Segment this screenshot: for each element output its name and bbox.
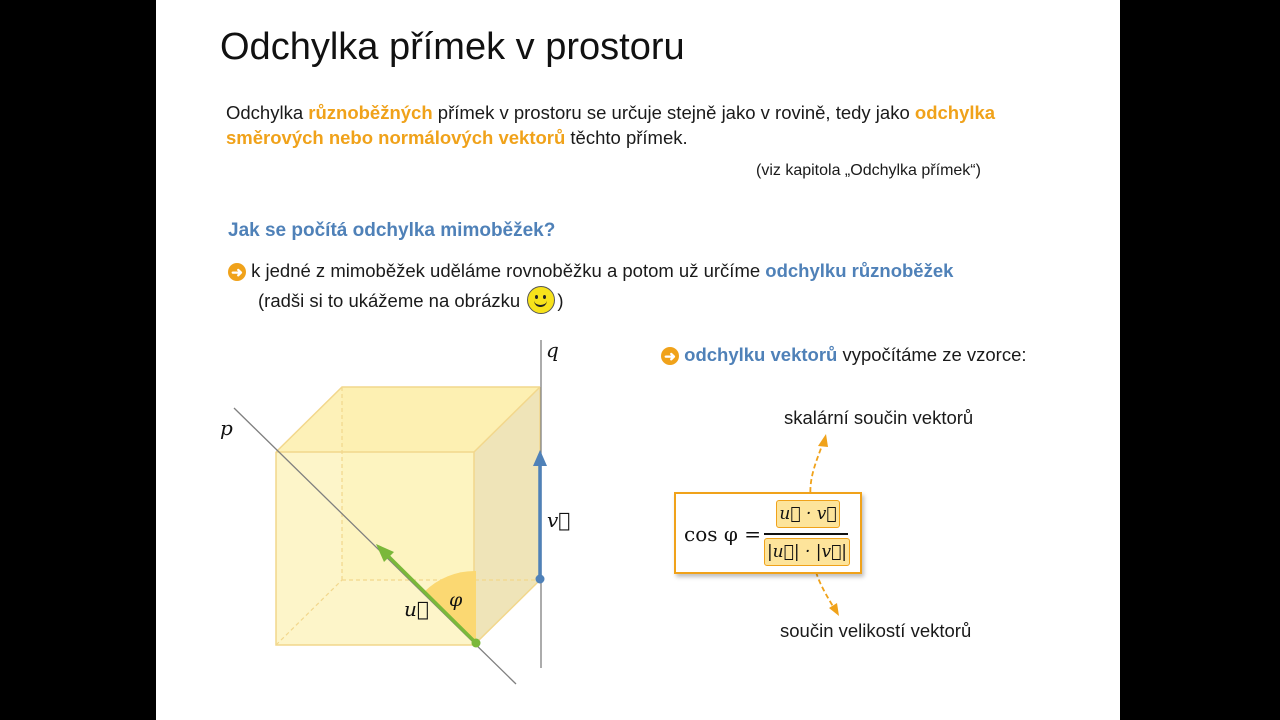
bullet1-text: k jedné z mimoběžek uděláme rovnoběžku a potom už určíme — [251, 260, 766, 281]
intro-text-2: přímek v prostoru se určuje stejně jako v rovině, tedy jako — [432, 102, 915, 123]
formula-lhs: cos φ = — [684, 522, 761, 546]
intro-text-3: těchto přímek. — [565, 127, 688, 148]
cosine-formula — [674, 492, 862, 574]
bullet1-highlight: odchylku různoběžek — [765, 260, 954, 281]
bullet1-line2-start: (radši si to ukážeme na obrázku — [258, 290, 526, 311]
page-title: Odchylka přímek v prostoru — [220, 26, 685, 68]
formula-denominator: |u⃗| · |v⃗| — [764, 538, 850, 566]
label-v: v⃗ — [547, 508, 571, 532]
label-phi: φ — [449, 589, 463, 611]
slide — [156, 0, 1120, 720]
annotation-dot-product: skalární součin vektorů — [784, 407, 974, 428]
arrow-bullet-icon: ➜ — [228, 263, 246, 281]
bullet2-highlight: odchylku vektorů — [684, 344, 838, 365]
formula-numerator: u⃗ · v⃗ — [776, 500, 840, 528]
fraction-line — [764, 533, 848, 535]
bullet2-text: vypočítáme ze vzorce: — [837, 344, 1027, 365]
annotation-arrows — [156, 0, 1120, 720]
annotation-magnitude-product: součin velikostí vektorů — [780, 620, 972, 641]
chapter-reference: (viz kapitola „Odchylka přímek“) — [756, 162, 981, 179]
question-heading: Jak se počítá odchylka mimoběžek? — [228, 220, 556, 241]
label-q: q — [546, 338, 559, 362]
bullet1-line2-end: ) — [557, 290, 564, 311]
arrow-bullet-icon: ➜ — [661, 347, 679, 365]
label-p: p — [220, 416, 233, 440]
label-u: u⃗ — [404, 597, 429, 621]
intro-highlight-2: odchylka směrových nebo normálových vektorů — [226, 102, 996, 148]
intro-text-1: Odchylka — [226, 102, 309, 123]
intro-highlight-1: různoběžných — [308, 102, 433, 123]
